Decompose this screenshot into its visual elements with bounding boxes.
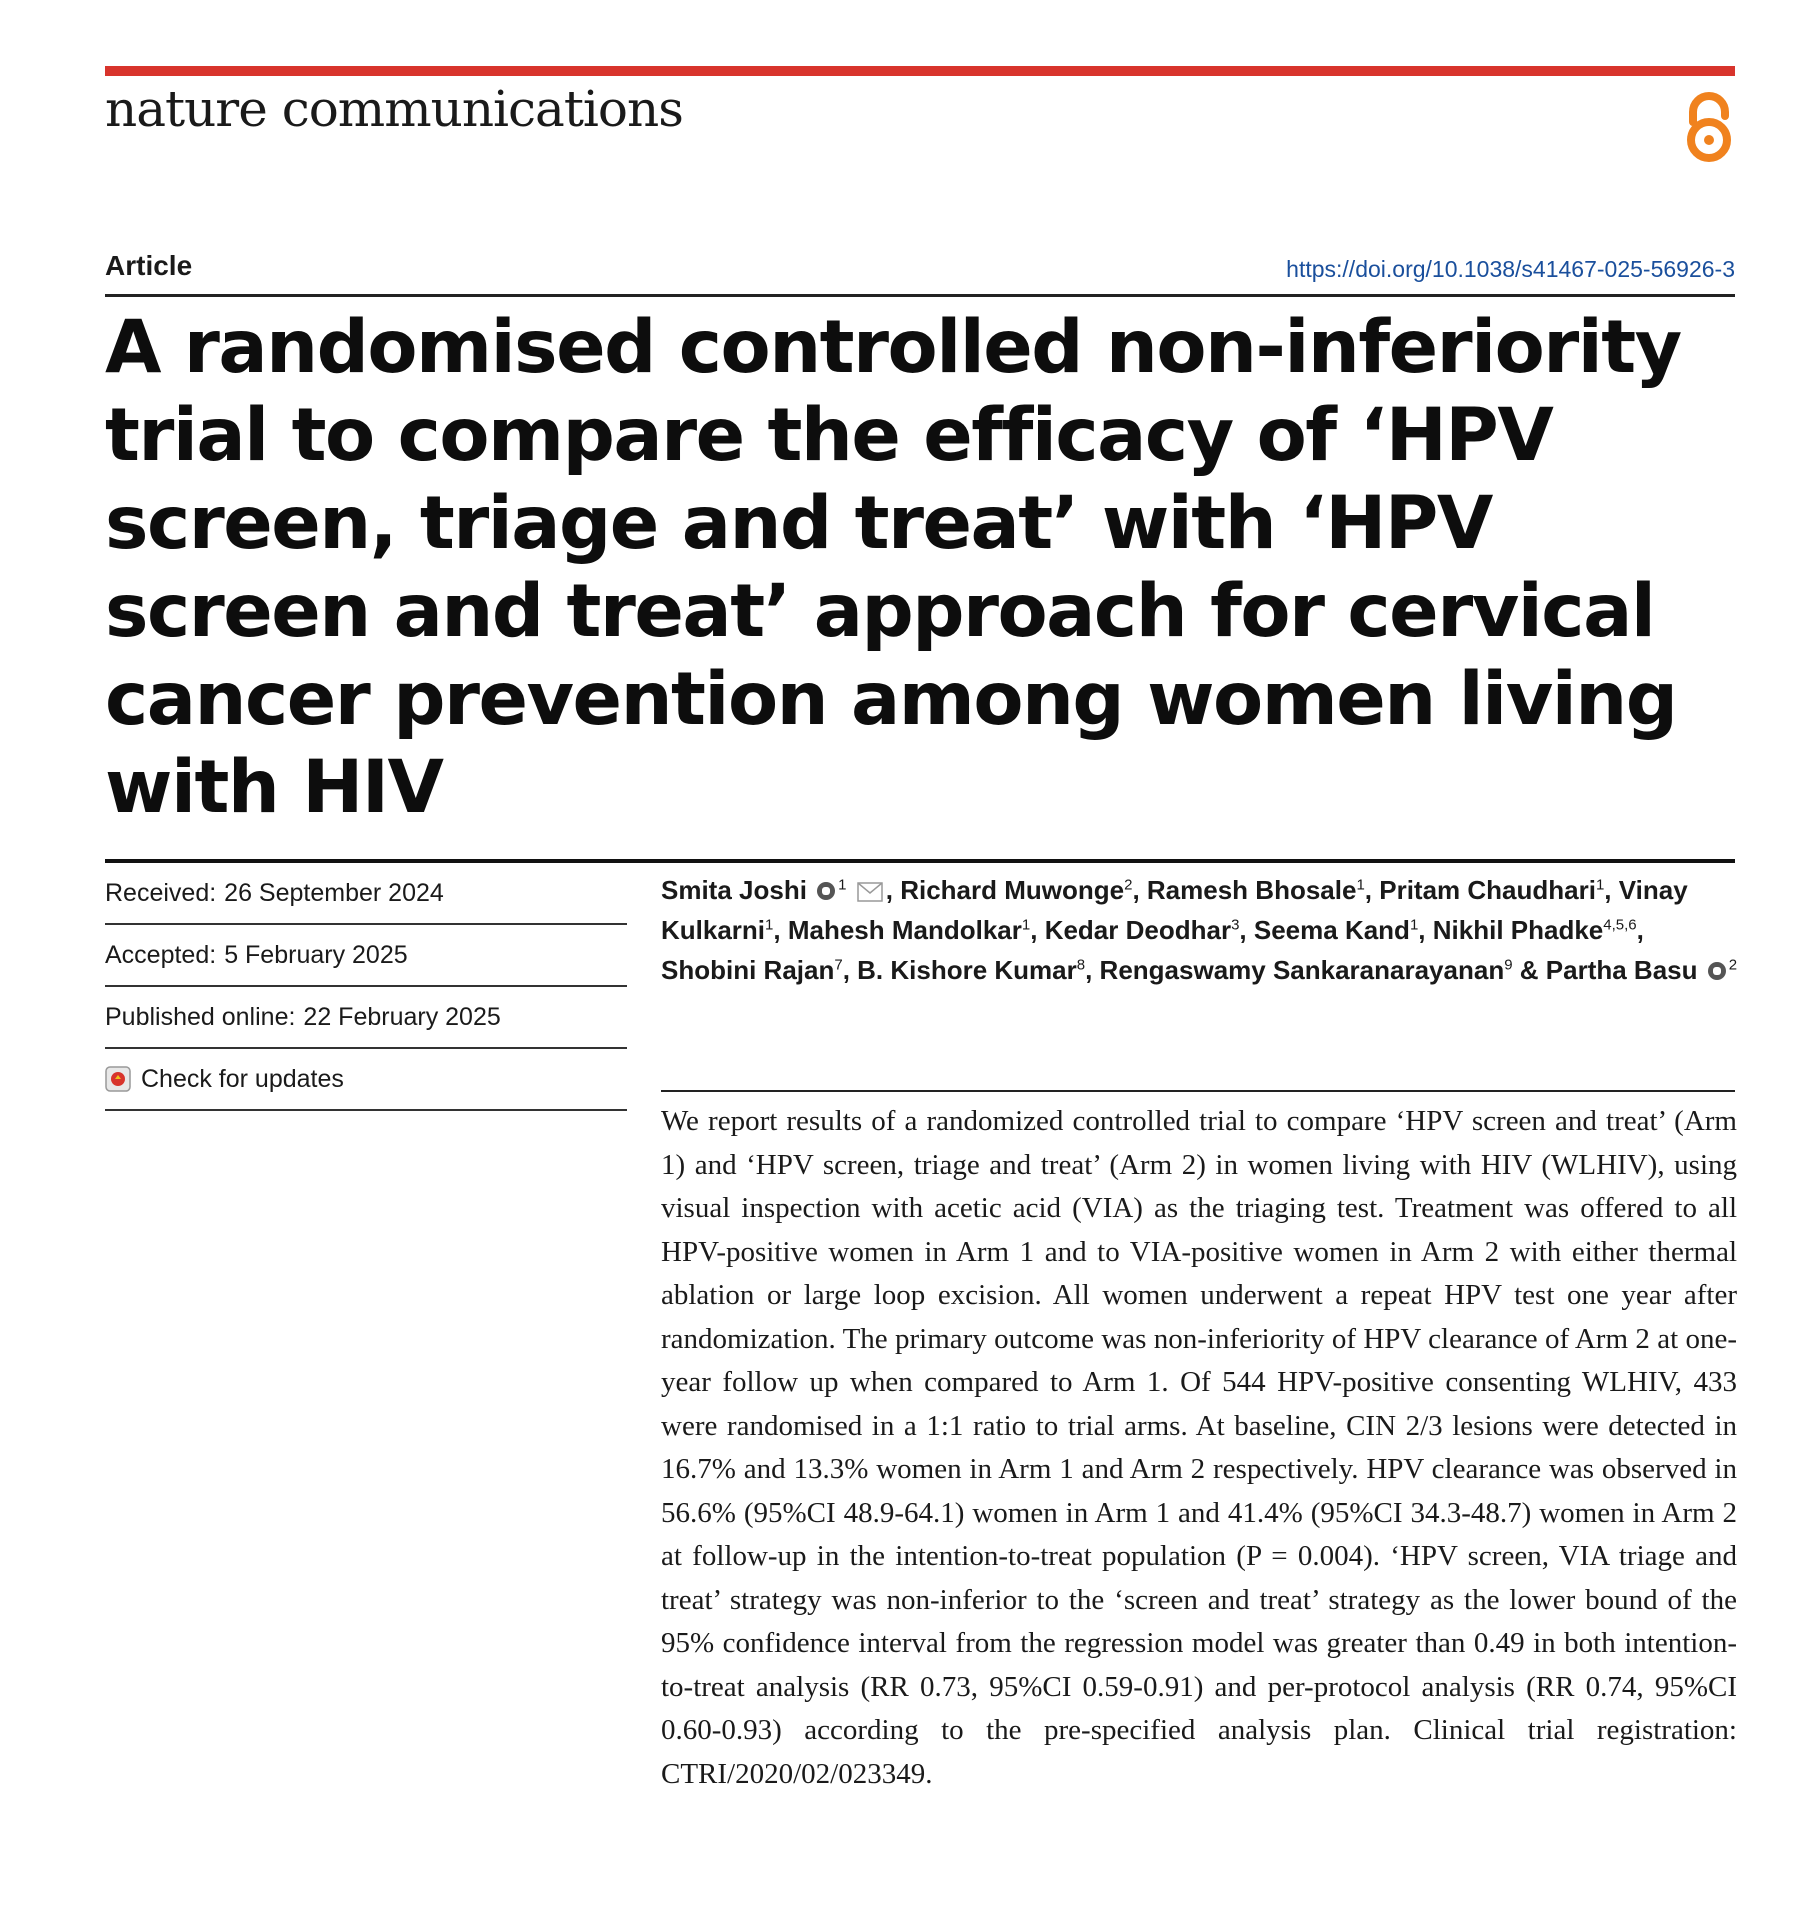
author-affiliation: 2: [1124, 876, 1133, 894]
accepted-label: Accepted:: [105, 940, 217, 969]
author-affiliation: 9: [1504, 956, 1513, 974]
author-name[interactable]: B. Kishore Kumar: [857, 955, 1077, 985]
header-divider: [105, 294, 1735, 297]
author-name[interactable]: Partha Basu: [1545, 955, 1698, 985]
author-affiliation: 1: [1409, 916, 1419, 934]
author-name[interactable]: Ramesh Bhosale: [1146, 875, 1357, 905]
article-type-label: Article: [105, 250, 193, 281]
author-name[interactable]: Kedar Deodhar: [1044, 915, 1232, 945]
author-list: Smita Joshi $^1$ , Richard Muwonge$^2$, Ramesh Bhosale$^1$, Pritam Chaudhari$^1$, Vinay Kulkarni$^1$, Mahesh Mandolkar$^1$, Kedar Deodhar$^3$, Seema Kand$^1$, Nikhil Phadke$^{4,5,6}$, Shobini Rajan$^7$, B. Kishore Kumar$^8$, Rengaswamy Sankaranarayanan$^9$ & Partha Basu $^2$: [661, 875, 1738, 985]
orcid-icon[interactable]: [1707, 961, 1727, 981]
author-name[interactable]: Pritam Chaudhari: [1379, 875, 1596, 905]
author-affiliation: 8: [1076, 956, 1086, 974]
author-name[interactable]: Shobini Rajan: [661, 955, 835, 985]
author-name[interactable]: Richard Muwonge: [900, 875, 1125, 905]
doi-link[interactable]: https://doi.org/10.1038/s41467-025-56926-3: [1286, 256, 1735, 282]
orcid-icon[interactable]: [816, 881, 836, 901]
published-date-row: [105, 987, 627, 1049]
author-name[interactable]: Mahesh Mandolkar: [787, 915, 1022, 945]
accepted-date-row: [105, 925, 627, 987]
author-affiliation: 1: [1021, 916, 1031, 934]
author-affiliation: 1: [765, 916, 774, 934]
article-dates: [105, 863, 627, 1111]
accepted-date: 5 February 2025: [224, 940, 408, 969]
journal-name: nature communications: [105, 80, 683, 138]
check-for-updates-button[interactable]: [105, 1049, 627, 1111]
author-name[interactable]: Seema Kand: [1253, 915, 1410, 945]
published-label: Published online:: [105, 1002, 296, 1031]
journal-accent-bar: [105, 66, 1735, 76]
published-date: 22 February 2025: [303, 1002, 501, 1031]
article-title: A randomised controlled non-inferiority trial to compare the efficacy of ‘HPV screen, triage and treat’ with ‘HPV screen and treat’ approach for cervical cancer prevention among women living with HIV: [105, 305, 1681, 830]
author-affiliation: 1: [1595, 876, 1605, 894]
author-affiliation: 4,5,6: [1603, 916, 1637, 934]
check-for-updates-label: Check for updates: [141, 1064, 344, 1093]
author-name[interactable]: Smita Joshi: [661, 875, 807, 905]
author-name[interactable]: Vinay Kulkarni: [661, 875, 1688, 945]
author-affiliation: 7: [834, 956, 843, 974]
abstract-text: We report results of a randomized controlled trial to compare ‘HPV screen and treat’ (Arm 1) and ‘HPV screen, triage and treat’ (Arm 2) in women living with HIV (WLHIV), using visual inspection with acetic acid (VIA) as the triaging test. Treatment was offered to all HPV-positive women in Arm 1 and to VIA-positive women in Arm 2 with either thermal ablation or large loop excision. All women underwent a repeat HPV test one year after randomization. The primary outcome was non-inferiority of HPV clearance of Arm 2 at one-year follow up when compared to Arm 1. Of 544 HPV-positive consenting WLHIV, 433 were randomised in a 1:1 ratio to trial arms. At baseline, CIN 2/3 lesions were detected in 16.7% and 13.3% women in Arm 1 and Arm 2 respectively. HPV clearance was observed in 56.6% (95%CI 48.9-64.1) women in Arm 1 and 41.4% (95%CI 34.3-48.7) women in Arm 2 at follow-up in the intention-to-treat population (P = 0.004). ‘HPV screen, VIA triage and treat’ strategy was non-inferior to the ‘screen and treat’ strategy as the lower bound of the 95% confidence interval from the regression model was greater than 0.49 in both intention-to-treat analysis (RR 0.73, 95%CI 0.59-0.91) and per-protocol analysis (RR 0.74, 95%CI 0.60-0.93) according to the pre-specified analysis plan. Clinical trial registration: CTRI/2020/02/023349.: [661, 1105, 1737, 1790]
author-affiliation: 2: [1728, 956, 1738, 974]
received-label: Received:: [105, 878, 217, 907]
author-name[interactable]: Rengaswamy Sankaranarayanan: [1099, 955, 1505, 985]
author-affiliation: 3: [1231, 916, 1240, 934]
author-affiliation: 1: [1356, 876, 1365, 894]
received-date: 26 September 2024: [224, 878, 444, 907]
abstract-divider: [661, 1090, 1735, 1092]
check-for-updates-icon: [105, 1066, 131, 1092]
email-icon[interactable]: [857, 882, 883, 902]
author-name[interactable]: Nikhil Phadke: [1432, 915, 1604, 945]
author-affiliation: 1: [838, 876, 847, 894]
open-access-icon: [1683, 92, 1735, 164]
received-date-row: [105, 863, 627, 925]
